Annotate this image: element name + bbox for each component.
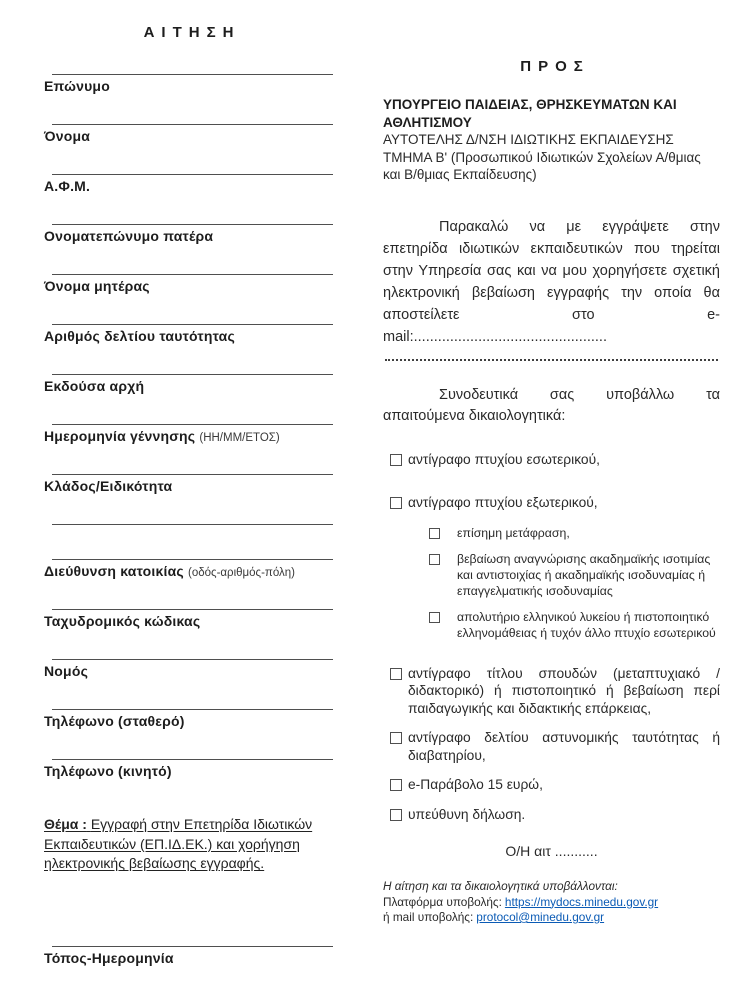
- sub-checklist-item-text: επίσημη μετάφραση,: [457, 525, 570, 540]
- sub-checklist-item-greek-certificate: [383, 609, 720, 641]
- field-label: Όνομα: [44, 128, 91, 144]
- sub-checklist-item-translation: [383, 525, 720, 541]
- form-field-prefecture: [44, 659, 333, 679]
- subject-text: Εγγραφή στην Επετηρίδα Ιδιωτικών Εκπαιδευτικών (ΕΠ.ΙΔ.ΕΚ.) και χορήγηση ηλεκτρονικής βεβαίωσης εγγραφής.: [44, 816, 313, 871]
- checkbox-icon: [429, 612, 440, 623]
- field-label: Ταχυδρομικός κώδικας: [44, 613, 201, 629]
- subject-block: [44, 815, 344, 874]
- form-field-postal-code: [44, 609, 333, 629]
- form-field-phone-mobile: [44, 759, 333, 779]
- form-field-issuing-authority: [44, 374, 333, 394]
- checklist-item-text: αντίγραφο δελτίου αστυνομικής ταυτότητας ή διαβατηρίου,: [408, 730, 720, 763]
- field-label: Νομός: [44, 663, 89, 679]
- write-line: [52, 324, 333, 325]
- recipient-directorate: ΑΥΤΟΤΕΛΗΣ Δ/ΝΣΗ ΙΔΙΩΤΙΚΗΣ ΕΚΠΑΙΔΕΥΣΗΣ: [383, 132, 674, 147]
- write-line: [52, 609, 333, 610]
- form-field-place-date: [44, 946, 333, 966]
- field-label: Διεύθυνση κατοικίας: [44, 563, 184, 579]
- write-line: [52, 74, 333, 75]
- write-line: [52, 659, 333, 660]
- field-label: Ημερομηνία γέννησης: [44, 428, 196, 444]
- field-label: Αριθμός δελτίου ταυτότητας: [44, 328, 235, 344]
- left-column: [44, 0, 333, 966]
- field-note: (οδός-αριθμός-πόλη): [188, 567, 296, 579]
- checkbox-icon: [390, 809, 402, 821]
- platform-label: Πλατφόρμα υποβολής:: [383, 894, 502, 909]
- sub-checklist-item-text: βεβαίωση αναγνώρισης ακαδημαϊκής ισοτιμίας και αντιστοιχίας ή ακαδημαϊκής ισοδυναμίας ή επαγγελματικής ισοδυναμίας: [457, 551, 711, 598]
- checklist-item-degree-domestic: [383, 451, 720, 469]
- checklist-item-eparavolo: [383, 776, 720, 794]
- form-field-firstname: [44, 124, 333, 144]
- write-line: [52, 174, 333, 175]
- checklist-item-text: e-Παράβολο 15 ευρώ,: [408, 777, 543, 792]
- platform-link[interactable]: https://mydocs.minedu.gov.gr: [504, 894, 659, 909]
- field-label: Τόπος-Ημερομηνία: [44, 949, 174, 966]
- field-label: Α.Φ.Μ.: [44, 178, 91, 194]
- field-label: Τηλέφωνο (σταθερό): [44, 713, 185, 729]
- right-column: [383, 0, 720, 926]
- applicant-signature-line: Ο/Η αιτ ...........: [505, 843, 598, 859]
- mail-label: ή mail υποβολής:: [383, 910, 474, 924]
- checklist-item-degree-foreign: [383, 494, 720, 512]
- write-line: [52, 474, 333, 475]
- write-line: [52, 524, 333, 525]
- form-field-phone-landline: [44, 709, 333, 729]
- write-line: [52, 559, 333, 560]
- field-label: Επώνυμο: [44, 78, 110, 94]
- checklist-item-text: αντίγραφο πτυχίου εξωτερικού,: [408, 495, 598, 510]
- field-label: Ονοματεπώνυμο πατέρα: [44, 228, 214, 244]
- form-field-afm: [44, 174, 333, 194]
- attachments-intro-paragraph: Συνοδευτικά σας υποβάλλω τα απαιτούμενα δικαιολογητικά:: [383, 386, 720, 424]
- write-line: [52, 124, 333, 125]
- checklist-item-text: υπεύθυνη δήλωση.: [408, 806, 526, 822]
- write-line: [52, 946, 333, 947]
- sub-checklist-item-equivalence: [383, 551, 720, 599]
- field-label: Όνομα μητέρας: [44, 278, 150, 294]
- form-field-home-address: [44, 559, 333, 579]
- field-label: Κλάδος/Ειδικότητα: [44, 478, 173, 494]
- form-field-surname: [44, 74, 333, 94]
- checkbox-icon: [429, 528, 440, 539]
- form-field-blank-line: [44, 524, 333, 525]
- footer-note: Η αίτηση και τα δικαιολογητικά υποβάλλονται:: [383, 879, 618, 893]
- checkbox-icon: [429, 554, 440, 565]
- checklist-item-declaration: [383, 806, 720, 824]
- checklist-item-text: αντίγραφο τίτλου σπουδών (μεταπτυχιακό / διδακτορικό) ή πιστοποιητικό ή βεβαίωση περί παιδαγωγικής και διδακτικής επάρκειας,: [408, 665, 720, 716]
- email-fill-dotted-line: [385, 350, 718, 361]
- recipient-ministry: ΥΠΟΥΡΓΕΙΟ ΠΑΙΔΕΙΑΣ, ΘΡΗΣΚΕΥΜΑΤΩΝ ΚΑΙ ΑΘΛΗΤΙΣΜΟΥ: [383, 97, 677, 130]
- sub-checklist: [383, 525, 720, 641]
- checklist-item-police-id: [383, 729, 720, 764]
- checklist-item-postgraduate: [383, 665, 720, 718]
- form-field-id-number: [44, 324, 333, 344]
- write-line: [52, 424, 333, 425]
- checkbox-icon: [390, 497, 402, 509]
- checkbox-icon: [390, 454, 402, 466]
- recipient-department: ΤΜΗΜΑ Β' (Προσωπικού Ιδιωτικών Σχολείων Α/θμιας και Β/θμιας Εκπαίδευσης): [383, 149, 701, 182]
- form-field-mother-name: [44, 274, 333, 294]
- write-line: [52, 224, 333, 225]
- checkbox-icon: [390, 779, 402, 791]
- checklist-item-text: αντίγραφο πτυχίου εσωτερικού,: [408, 451, 600, 467]
- page-title: ΑΙΤΗΣΗ: [143, 24, 241, 41]
- form-field-birth-date: [44, 424, 333, 444]
- field-note: (ΗΗ/ΜΜ/ΕΤΟΣ): [199, 432, 280, 444]
- form-field-specialty: [44, 474, 333, 494]
- field-label: Εκδούσα αρχή: [44, 378, 145, 394]
- checkbox-icon: [390, 668, 402, 680]
- submission-footer: [383, 879, 720, 926]
- recipient-block: [383, 96, 720, 184]
- write-line: [52, 374, 333, 375]
- field-label: Τηλέφωνο (κινητό): [44, 763, 172, 779]
- checkbox-icon: [390, 732, 402, 744]
- write-line: [52, 759, 333, 760]
- subject-label: Θέμα :: [44, 816, 87, 832]
- to-title: ΠΡΟΣ: [520, 58, 590, 75]
- write-line: [52, 274, 333, 275]
- write-line: [52, 709, 333, 710]
- form-field-father-name: [44, 224, 333, 244]
- mail-link[interactable]: protocol@minedu.gov.gr: [476, 910, 605, 924]
- sub-checklist-item-text: απολυτήριο ελληνικού λυκείου ή πιστοποιητικό ελληνομάθειας ή τυχόν άλλο πτυχίο εσωτερικού: [457, 609, 716, 640]
- request-paragraph: Παρακαλώ να με εγγράψετε στην επετηρίδα ιδιωτικών εκπαιδευτικών που τηρείται στην Υπηρεσία σας και να μου χορηγήσετε σχετική ηλεκτρονική βεβαίωση εγγραφής την οποία θα αποστείλετε στο e-mail:................................................: [383, 218, 720, 345]
